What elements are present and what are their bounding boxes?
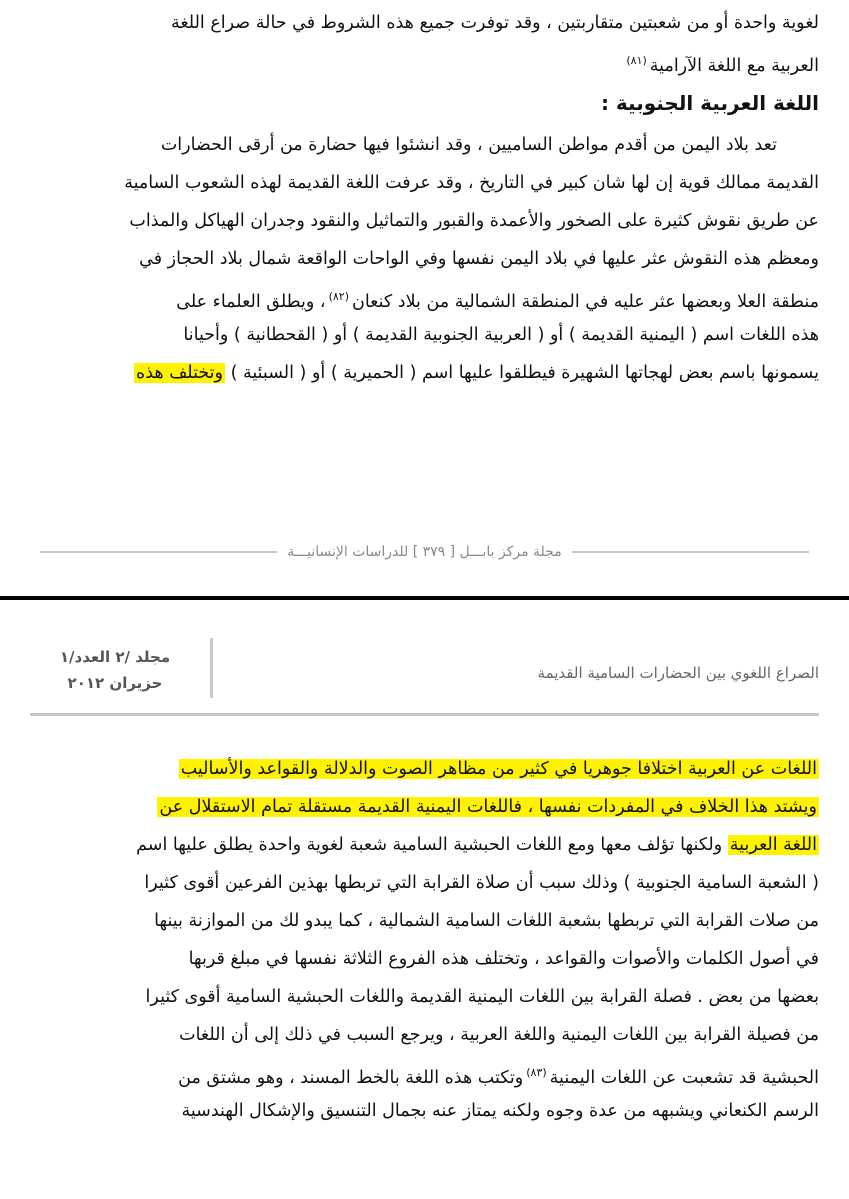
footnote-marker-82: (٨٢): [328, 290, 349, 303]
text-line: [28, 1054, 819, 1092]
text-line: في أصول الكلمات والأصوات والقواعد ، وتختلف هذه الفروع الثلاثة نفسها في مبلغ قربها: [188, 949, 819, 969]
highlighted-text: وتختلف هذه: [136, 363, 223, 383]
text-segment: منطقة العلا وبعضها عثر عليه في المنطقة الشمالية من بلاد كنعان: [352, 292, 819, 312]
text-line: [28, 42, 819, 80]
issue-date: حزيران ٢٠١٢: [67, 674, 163, 692]
text-line: من فصيلة القرابة بين اللغات اليمنية واللغة العربية ، ويرجع السبب في ذلك إلى أن اللغات: [179, 1025, 819, 1045]
text-line: [28, 788, 819, 826]
running-title: الصراع اللغوي بين الحضارات السامية القديمة: [537, 664, 819, 682]
text-line: الرسم الكنعاني ويشبهه من عدة وجوه ولكنه يمتاز عنه بجمال التنسيق والإشكال الهندسية: [181, 1101, 819, 1121]
footnote-marker-81: (٨١): [626, 54, 647, 67]
text-line: هذه اللغات اسم ( اليمنية القديمة ) أو ( العربية الجنوبية القديمة ) أو ( القحطانية ) وأحيانا: [183, 325, 819, 345]
highlighted-text: اللغة العربية: [729, 835, 817, 855]
text-segment: العربية مع اللغة الآرامية: [649, 56, 819, 76]
header-divider: [210, 638, 213, 698]
top-page-text: [28, 4, 819, 392]
text-line: [28, 278, 819, 316]
highlighted-text: اللغات عن العربية اختلافا جوهريا في كثير من مظاهر الصوت والدلالة والقواعد والأساليب: [180, 759, 817, 779]
footer-rule-right: [572, 551, 809, 553]
header-rule: [30, 713, 819, 716]
page-header: [30, 628, 819, 716]
text-line: [28, 826, 819, 864]
text-line: القديمة ممالك قوية إن لها شان كبير في التاريخ ، وقد عرفت اللغة القديمة لهذه الشعوب السامية: [124, 173, 819, 193]
text-line: [28, 750, 819, 788]
footnote-marker-83: (٨٣): [526, 1066, 547, 1079]
text-segment: الحبشية قد تشعبت عن اللغات اليمنية: [549, 1068, 819, 1088]
text-segment: يسمونها باسم بعض لهجاتها الشهيرة فيطلقوا عليها اسم ( الحميرية ) أو ( السبئية ): [230, 363, 819, 383]
footer-journal-text: مجلة مركز بابـــل [ ٣٧٩ ] للدراسات الإنسانيـــة: [287, 544, 562, 560]
bottom-page-text: [28, 750, 819, 1130]
text-line: بعضها من بعض . فصلة القرابة بين اللغات اليمنية القديمة واللغات الحبشية السامية أقوى كثيرا: [145, 987, 819, 1007]
highlighted-text: ويشتد هذا الخلاف في المفردات نفسها ، فاللغات اليمنية القديمة مستقلة تمام الاستقلال عن: [159, 797, 817, 817]
text-line: تعد بلاد اليمن من أقدم مواطن الساميين ، وقد انشئوا فيها حضارة من أرقى الحضارات: [160, 135, 777, 155]
bottom-page: [0, 600, 849, 1199]
text-segment: وتكتب هذه اللغة بالخط المسند ، وهو مشتق من: [178, 1068, 524, 1088]
text-line: ( الشعبة السامية الجنوبية ) وذلك سبب أن صلاة القرابة التي تربطها بهذين الفرعين أقوى كثيرا: [144, 873, 819, 893]
section-heading: اللغة العربية الجنوبية :: [600, 91, 819, 115]
text-segment: ولكنها تؤلف معها ومع اللغات الحبشية السامية شعبة لغوية واحدة يطلق عليها اسم: [136, 835, 723, 855]
footer-rule-left: [40, 551, 277, 553]
volume-issue: مجلد /٢ العدد/١: [59, 648, 171, 666]
issue-info: [30, 644, 200, 696]
page-footer: [40, 540, 809, 564]
top-page: [0, 0, 849, 596]
text-line: ومعظم هذه النقوش عثر عليها في بلاد اليمن نفسها وفي الواحات الواقعة شمال بلاد الحجاز في: [139, 249, 819, 269]
text-line: من صلات القرابة التي تربطها بشعبة اللغات السامية الشمالية ، كما يبدو لك من الموازنة بينها: [154, 911, 819, 931]
text-segment: ، ويطلق العلماء على: [176, 292, 326, 312]
text-line: [28, 354, 819, 392]
text-line: عن طريق نقوش كثيرة على الصخور والأعمدة والقبور والتماثيل والنقود وجدران الهياكل والمذاب: [129, 211, 819, 231]
text-line: لغوية واحدة أو من شعبتين متقاربتين ، وقد توفرت جميع هذه الشروط في حالة صراع اللغة: [170, 13, 819, 33]
